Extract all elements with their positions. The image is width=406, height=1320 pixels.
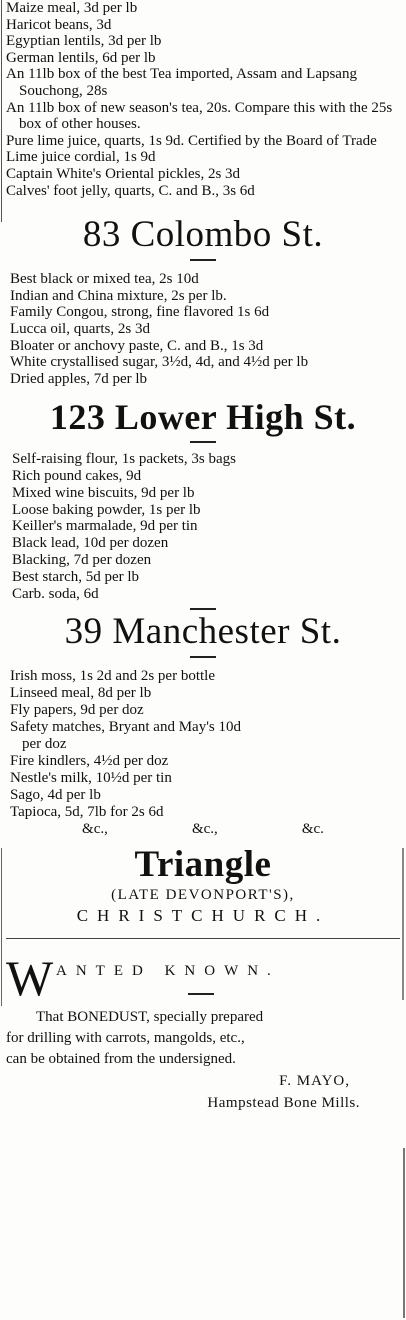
list-item: Keiller's marmalade, 9d per tin bbox=[12, 518, 198, 535]
wanted-body bbox=[0, 1007, 406, 1070]
list-item: Best starch, 5d per lb bbox=[12, 568, 140, 585]
list-item: Maize meal, 3d per lb bbox=[6, 0, 138, 16]
list-item: Black lead, 10d per dozen bbox=[12, 535, 169, 552]
etc-text: &c., bbox=[191, 821, 218, 838]
list-item: An 11lb box of the best Tea imported, Assam and Lapsang Souchong, 28s bbox=[6, 66, 357, 99]
list-item: Sago, 4d per lb bbox=[10, 787, 101, 804]
store-heading-colombo: 83 Colombo St. bbox=[82, 214, 324, 256]
store-heading-manchester: 39 Manchester St. bbox=[64, 611, 342, 653]
divider-dash bbox=[190, 259, 216, 261]
drop-cap: W bbox=[6, 950, 54, 1007]
list-item-continuation: per doz bbox=[22, 736, 67, 753]
list-item: Rich pound cakes, 9d bbox=[12, 468, 142, 485]
column-rule-right-lower bbox=[403, 1148, 405, 1318]
wanted-known-header bbox=[0, 950, 406, 1007]
list-item: Pure lime juice, quarts, 1s 9d. Certified by the Board of Trade bbox=[6, 132, 377, 149]
etcetera-row bbox=[0, 821, 406, 838]
list-item: Irish moss, 1s 2d and 2s per bottle bbox=[10, 668, 215, 685]
list-item: Bloater or anchovy paste, C. and B., 1s 3d bbox=[10, 337, 264, 354]
list-item: German lentils, 6d per lb bbox=[6, 49, 156, 66]
list-item: Loose baking powder, 1s per lb bbox=[12, 501, 201, 518]
list-item: Mixed wine biscuits, 9d per lb bbox=[12, 484, 195, 501]
list-item: Fire kindlers, 4½d per doz bbox=[10, 753, 169, 770]
list-item: Family Congou, strong, fine flavored 1s 6d bbox=[10, 304, 270, 321]
body-line: for drilling with carrots, mangolds, etc., bbox=[6, 1030, 245, 1047]
list-item: Lime juice cordial, 1s 9d bbox=[6, 149, 156, 166]
wanted-heading: ANTED KNOWN. bbox=[56, 963, 280, 980]
body-line: That BONEDUST, specially prepared bbox=[36, 1009, 264, 1026]
list-item: Safety matches, Bryant and May's 10d bbox=[10, 719, 241, 736]
signature-name: F. MAYO, bbox=[279, 1073, 350, 1090]
section-rule bbox=[6, 938, 400, 939]
list-item: Haricot beans, 3d bbox=[6, 16, 112, 33]
list-item: Self-raising flour, 1s packets, 3s bags bbox=[12, 451, 236, 468]
list-item: Best black or mixed tea, 2s 10d bbox=[10, 271, 199, 288]
list-item: Indian and China mixture, 2s per lb. bbox=[10, 287, 227, 304]
list-item: Lucca oil, quarts, 2s 3d bbox=[10, 320, 150, 337]
store-city: CHRISTCHURCH. bbox=[76, 906, 330, 926]
section-colombo-items bbox=[0, 271, 406, 387]
divider-dash bbox=[190, 608, 216, 610]
etc-text: &c. bbox=[301, 821, 324, 838]
etc-text: &c., bbox=[82, 821, 108, 838]
list-item: Nestle's milk, 10½d per tin bbox=[10, 770, 172, 787]
list-item: Tapioca, 5d, 7lb for 2s 6d bbox=[10, 804, 164, 821]
section-top-items bbox=[0, 0, 406, 199]
list-item: Carb. soda, 6d bbox=[12, 585, 99, 602]
divider-dash bbox=[190, 656, 216, 658]
list-item: Calves' foot jelly, quarts, C. and B., 3s 6d bbox=[6, 182, 255, 199]
list-item: An 11lb box of new season's tea, 20s. Compare this with the 25s box of other houses. bbox=[6, 99, 393, 133]
list-item: Fly papers, 9d per doz bbox=[10, 702, 144, 719]
list-item: Dried apples, 7d per lb bbox=[10, 370, 148, 387]
body-line: can be obtained from the undersigned. bbox=[6, 1051, 236, 1068]
list-item: Blacking, 7d per dozen bbox=[12, 552, 152, 569]
list-item: Egyptian lentils, 3d per lb bbox=[6, 33, 162, 50]
store-former-name: (LATE DEVONPORT'S), bbox=[111, 887, 295, 904]
store-name-triangle: Triangle bbox=[134, 844, 272, 886]
list-item: Captain White's Oriental pickles, 2s 3d bbox=[6, 165, 241, 182]
section-lower-high-items bbox=[0, 451, 406, 602]
section-manchester-items bbox=[0, 668, 406, 838]
list-item: White crystallised sugar, 3½d, 4d, and 4½d per lb bbox=[10, 354, 309, 371]
divider-dash bbox=[190, 441, 216, 443]
signature-business: Hampstead Bone Mills. bbox=[207, 1095, 360, 1112]
signature bbox=[0, 1070, 406, 1114]
list-item: Linseed meal, 8d per lb bbox=[10, 685, 152, 702]
divider-dash bbox=[188, 993, 214, 995]
store-heading-lower-high: 123 Lower High St. bbox=[49, 397, 357, 438]
